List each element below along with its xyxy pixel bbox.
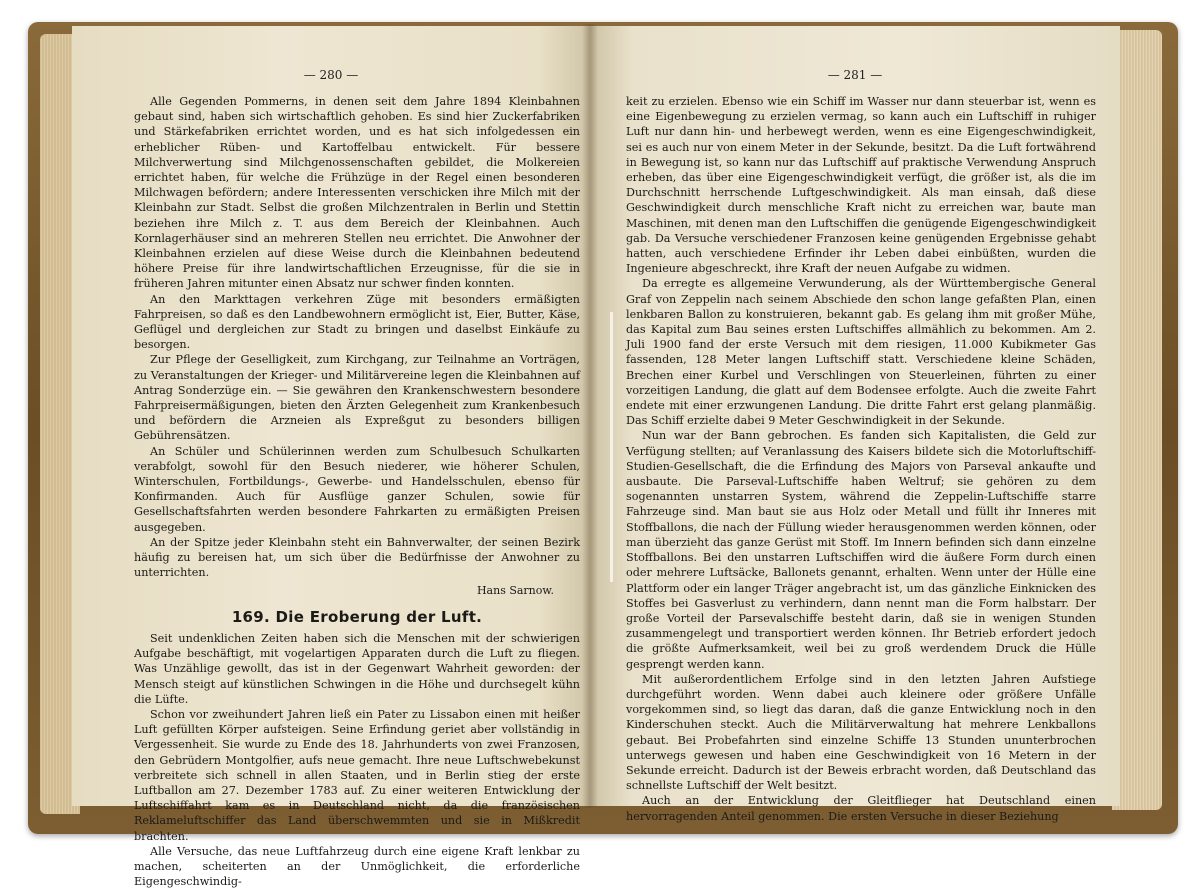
book-gutter [582,24,598,808]
paragraph: Schon vor zweihundert Jahren ließ ein Pater zu Lissabon einen mit heißer Luft gefüllten Körper aufsteigen. Seine Erfindung geriet aber vollständig in Vergessenheit. Sie wurde zu Ende des 18. Jahrhunderts von zwei Franzosen, den Gebrüdern Montgolfier, aufs neue gemacht. Ihre neue Luftschwebekunst verbreitete sich schnell in allen Staaten, und in Berlin stieg der erste Luftballon am 27. Dezember 1783 auf. Zu einer weiteren Entwicklung der Luftschiffahrt kam es in Deutschland nicht, da die französischen Reklameluftschiffer das Land überschwemmten und sie in Mißkredit brachten. [134,707,580,843]
right-page-text [626,94,1096,824]
author-signature: Hans Sarnow. [476,583,554,597]
paragraph: An den Markttagen verkehren Züge mit besonders ermäßigten Fahrpreisen, so daß es den Landbewohnern ermöglicht ist, Eier, Butter, Käse, Geflügel und dergleichen zur Stadt zu bringen und daselbst Einkäufe zu besorgen. [134,292,580,352]
right-page [590,26,1120,823]
paragraph: An der Spitze jeder Kleinbahn steht ein Bahnverwalter, der seinen Bezirk häufig zu bereisen hat, um sich über die Bedürfnisse der Anwohner zu unterrichten. [134,535,580,580]
page-number-right: — 281 — [827,68,883,82]
paragraph: Auch an der Entwicklung der Gleitflieger hat Deutschland einen hervorragenden Anteil genommen. Die ersten Versuche in dieser Beziehung [626,794,1096,823]
paragraph: Nun war der Bann gebrochen. Es fanden sich Kapitalisten, die Geld zur Verfügung stellten; auf Veranlassung des Kaisers bildete sich die Motorluftschiff-Studien-Gesellschaft, die die Erfindung des Majors von Parseval ankaufte und ausbaute. Die Parseval-Luftschiffe haben Weltruf; sie gehören zu dem sogenannten unstarren System, während die Zeppelin-Luftschiffe starre Fahrzeuge sind. Man baut sie aus Holz oder Metall und füllt ihr Inneres mit Stoffballons, die nach der Füllung wieder herausgenommen werden können, oder man überzieht das ganze Gerüst mit Stoff. Im Innern befinden sich dann einzelne Stoffballons. Bei den unstarren Luftschiffen wird die äußere Form durch einen oder mehrere Luftsäcke, Ballonets genannt, erhalten. Wenn unter der Hülle eine Plattform oder ein langer Träger angebracht ist, um das gänzliche Einknicken des Stoffes bei Gasverlust zu verhindern, dann nennt man die Form halbstarr. Der große Vorteil der Parsevalschiffe besteht darin, daß sie in wenigen Stunden zusammengelegt und transportiert werden können. Ihr Betrieb erfordert jedoch die größte Aufmerksamkeit, weil bei zu groß werdendem Druck die Hülle gesprengt werden kann. [626,429,1096,671]
chapter-title: 169. Die Eroberung der Luft. [231,607,483,626]
paragraph: Alle Versuche, das neue Luftfahrzeug durch eine eigene Kraft lenkbar zu machen, scheiterten an der Unmöglichkeit, die erforderliche Eigengeschwindig- [134,844,580,889]
paragraph: An Schüler und Schülerinnen werden zum Schulbesuch Schulkarten verabfolgt, sowohl für den Besuch niederer, wie höherer Schulen, Winterschulen, Fortbildungs-, Gewerbe- und Handelsschulen, ebenso für Konfirmanden. Auch für Ausflüge ganzer Schulen, sowie für Gesellschaftsfahrten werden besondere Fahrkarten zu ermäßigten Preisen ausgegeben. [134,444,580,534]
paragraph: Alle Gegenden Pommerns, in denen seit dem Jahre 1894 Kleinbahnen gebaut sind, haben sich wirtschaftlich gehoben. Es sind hier Zuckerfabriken und Stärkefabriken errichtet worden, und es hat sich infolgedessen ein erheblicher Rüben- und Kartoffelbau entwickelt. Für bessere Milchverwertung sind Milchgenossenschaften gebildet, die Molkereien errichtet haben, für welche die Frühzüge in der Regel einen besonderen Milchwagen befördern; andere Interessenten verschicken ihre Milch mit der Kleinbahn zur Stadt. Selbst die großen Milchzentralen in Berlin und Stettin beziehen ihre Milch z. T. aus dem Bereich der Kleinbahnen. Auch Kornlagerhäuser sind an mehreren Stellen neu errichtet. Die Anwohner der Kleinbahnen erzielen auf diese Weise durch die Kleinbahnen bedeutend höhere Preise für ihre landwirtschaftlichen Erzeugnisse, für die sie in früheren Jahren mitunter einen Absatz nur schwer finden konnten. [134,95,580,291]
left-page-text [134,94,580,889]
paragraph: Seit undenklichen Zeiten haben sich die Menschen mit der schwierigen Aufgabe beschäftigt, mit vogelartigen Apparaten durch die Luft zu fliegen. Was Unzählige gewollt, das ist in der Gegenwart Wahrheit geworden: der Mensch steigt auf künstlichen Schwingen in die Höhe und durchsegelt kühn die Lüfte. [134,631,580,706]
paragraph: Mit außerordentlichem Erfolge sind in den letzten Jahren Aufstiege durchgeführt worden. Wenn dabei auch kleinere oder größere Unfälle vorgekommen sind, so liegt das daran, daß die ganze Entwicklung noch in den Kinderschuhen steckt. Auch die Militärverwaltung hat mehrere Lenkballons gebaut. Bei Probefahrten sind einzelne Schiffe 13 Stunden ununterbrochen unterwegs gewesen und haben eine Geschwindigkeit von 16 Metern in der Sekunde erreicht. Dadurch ist der Beweis erbracht worden, daß Deutschland das schnellste Luftschiff der Welt besitzt. [626,672,1096,793]
page-number-left: — 280 — [303,68,359,82]
paragraph: Da erregte es allgemeine Verwunderung, als der Württembergische General Graf von Zeppelin nach seinem Abschiede den schon lange gefaßten Plan, einen lenkbaren Ballon zu konstruieren, bekannt gab. Es gelang ihm mit großer Mühe, das Kapital zum Bau seines ersten Luftschiffes allmählich zu bekommen. Am 2. Juli 1900 fand der erste Versuch mit dem riesigen, 11.000 Kubikmeter Gas fassenden, 128 Meter langen Luftschiff statt. Verschiedene kleine Schäden, Brechen einer Kurbel und Verschlingen von Steuerleinen, führten zu einer vorzeitigen Landung, die glatt auf dem Bodensee erfolgte. Auch die zweite Fahrt endete mit einer erzwungenen Landung. Die dritte Fahrt erst gelang planmäßig. Das Schiff erzielte dabei 9 Meter Geschwindigkeit in der Sekunde. [626,277,1096,428]
paragraph: keit zu erzielen. Ebenso wie ein Schiff im Wasser nur dann steuerbar ist, wenn es eine Eigenbewegung zu erzielen vermag, so kann auch ein Luftschiff in ruhiger Luft nur dann hin- und herbewegt werden, wenn es eine Eigengeschwindigkeit, sei es auch nur von einem Meter in der Sekunde, besitzt. Da die Luft fortwährend in Bewegung ist, so kann nur das Luftschiff auf praktische Verwendung Anspruch erheben, das über eine Eigengeschwindigkeit verfügt, die größer ist, als die im Durchschnitt herrschende Luftgeschwindigkeit. Als man einsah, daß diese Geschwindigkeit durch menschliche Kraft nicht zu erreichen war, baute man Maschinen, mit denen man den Luftschiffen die genügende Eigengeschwindigkeit gab. Da Versuche verschiedener Franzosen keine genügenden Ergebnisse gehabt hatten, auch verschiedene Erfinder ihr Leben dabei einbüßten, wurden die Ingenieure abgeschreckt, ihre Kraft der neuen Aufgabe zu widmen. [626,95,1096,276]
left-page [72,26,590,889]
paragraph: Zur Pflege der Geselligkeit, zum Kirchgang, zur Teilnahme an Vorträgen, zu Veranstaltungen der Krieger- und Militärvereine legen die Kleinbahnen auf Antrag Sonderzüge ein. — Sie gewähren den Krankenschwestern besondere Fahrpreisermäßigungen, bieten den Ärzten Gelegenheit zum Krankenbesuch und befördern die Arzneien als Expreßgut zu besonders billigen Gebührensätzen. [134,353,580,443]
bookmark-strip [610,312,613,582]
